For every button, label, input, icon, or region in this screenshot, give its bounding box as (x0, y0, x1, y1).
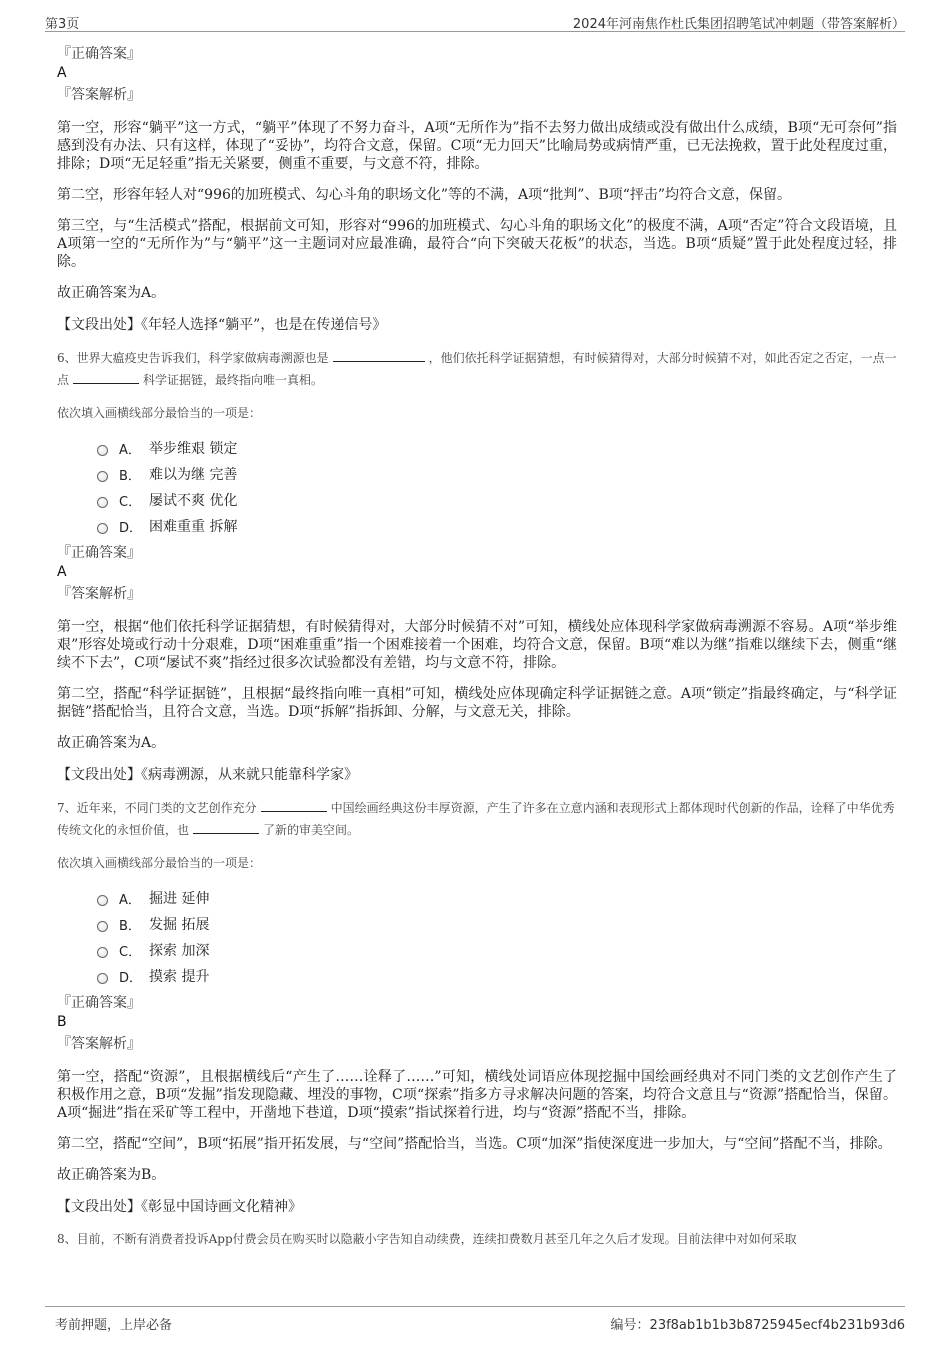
option-a[interactable]: A． 掘进 延伸 (97, 885, 897, 911)
question-5-answer-block (57, 44, 897, 335)
option-c[interactable]: C． 屡试不爽 优化 (97, 487, 897, 513)
radio-button[interactable] (97, 471, 108, 482)
question-stem: 7、近年来，不同门类的文艺创作充分 中国绘画经典这份丰厚资源，产生了许多在立意内涵和表现形式上都体现时代创新的作品，诠释了中华优秀传统文化的永恒价值，也 了新的审美空间。 (57, 797, 897, 841)
analysis-paragraph: 第一空，搭配“资源”，且根据横线后“产生了……诠释了……”可知，横线处词语应体现挖掘中国绘画经典对不同门类的文艺创作产生了积极作用之意，B项“发掘”指发现隐藏、埋没的事物，C项“探索”指多方寻求解决问题的答案，均符合文意且与“资源”搭配恰当，保留。A项“掘进”指在采矿等工程中，开凿地下巷道，D项“摸索”指试探着行进，均与“资源”搭配不当，排除。 (57, 1069, 897, 1121)
question-7 (57, 797, 897, 1217)
page-number: 第3页 (45, 17, 80, 32)
radio-button[interactable] (97, 523, 108, 534)
radio-button[interactable] (97, 973, 108, 984)
option-list (97, 885, 897, 989)
question-6 (57, 347, 897, 785)
analysis-paragraph: 第一空，根据“他们依托科学证据猜想，有时候猜得对，大部分时候猜不对”可知，横线处应体现科学家做病毒溯源不容易。A项“举步维艰”形容处境或行动十分艰难，D项“困难重重”指一个困难接着一个困难，均符合文意，保留。B项“难以为继”指难以继续下去，侧重“继续不下去”，C项“屡试不爽”指经过很多次试验都没有差错，均与文意不符，排除。 (57, 619, 897, 671)
correct-answer-value: A (57, 65, 67, 81)
page-header (45, 10, 905, 32)
document-title: 2024年河南焦作杜氏集团招聘笔试冲刺题（带答案解析） (572, 17, 905, 32)
fill-blank (193, 820, 259, 834)
analysis-paragraph: 第二空，形容年轻人对“996的加班模式、勾心斗角的职场文化”等的不满，A项“批判”、B项“抨击”均符合文意，保留。 (57, 187, 792, 203)
analysis-paragraph: 第一空，形容“躺平”这一方式，“躺平”体现了不努力奋斗，A项“无所作为”指不去努力做出成绩或没有做出什么成绩，B项“无可奈何”指感到没有办法、只有这样，体现了“妥协”，均符合文意，保留。C项“无力回天”比喻局势或病情严重，已无法挽救，置于此处程度过重，排除；D项“无足轻重”指无关紧要，侧重不重要，与文意不符，排除。 (57, 120, 897, 172)
footer-slogan: 考前押题，上岸必备 (55, 1318, 173, 1333)
option-d[interactable]: D． 摸索 提升 (97, 963, 897, 989)
option-b[interactable]: B． 发掘 拓展 (97, 911, 897, 937)
radio-button[interactable] (97, 895, 108, 906)
option-list (97, 435, 897, 539)
option-c[interactable]: C． 探索 加深 (97, 937, 897, 963)
source-citation: 【文段出处】《年轻人选择“躺平”，也是在传递信号》 (57, 317, 387, 333)
page-footer (45, 1306, 905, 1336)
option-d[interactable]: D． 困难重重 拆解 (97, 513, 897, 539)
radio-button[interactable] (97, 921, 108, 932)
fill-blank (73, 370, 139, 384)
analysis-conclusion: 故正确答案为A。 (57, 285, 166, 301)
document-code: 编号：23f8ab1b1b3b8725945ecf4b231b93d6 (610, 1318, 905, 1333)
correct-answer-label: 『正确答案』 (57, 995, 141, 1011)
correct-answer-value: B (57, 1014, 67, 1030)
radio-button[interactable] (97, 445, 108, 456)
analysis-paragraph: 第二空，搭配“科学证据链”，且根据“最终指向唯一真相”可知，横线处应体现确定科学证据链之意。A项“锁定”指最终确定，与“科学证据链”搭配恰当，且符合文意，当选。D项“拆解”指拆卸、分解，与文意无关，排除。 (57, 686, 897, 720)
correct-answer-label: 『正确答案』 (57, 46, 141, 62)
option-a[interactable]: A． 举步维艰 锁定 (97, 435, 897, 461)
option-b[interactable]: B． 难以为继 完善 (97, 461, 897, 487)
analysis-label: 『答案解析』 (57, 586, 141, 602)
question-prompt: 依次填入画横线部分最恰当的一项是： (57, 406, 262, 420)
fill-blank (333, 348, 425, 362)
analysis-label: 『答案解析』 (57, 1036, 141, 1052)
analysis-label: 『答案解析』 (57, 87, 141, 103)
analysis-paragraph: 第二空，搭配“空间”，B项“拓展”指开拓发展，与“空间”搭配恰当，当选。C项“加深”指使深度进一步加大，与“空间”搭配不当，排除。 (57, 1136, 892, 1152)
page-content (57, 44, 897, 1298)
radio-button[interactable] (97, 947, 108, 958)
question-prompt: 依次填入画横线部分最恰当的一项是： (57, 856, 262, 870)
fill-blank (261, 798, 327, 812)
analysis-conclusion: 故正确答案为A。 (57, 735, 166, 751)
analysis-conclusion: 故正确答案为B。 (57, 1167, 166, 1183)
radio-button[interactable] (97, 497, 108, 508)
correct-answer-label: 『正确答案』 (57, 545, 141, 561)
source-citation: 【文段出处】《病毒溯源，从来就只能靠科学家》 (57, 767, 358, 783)
source-citation: 【文段出处】《彰显中国诗画文化精神》 (57, 1199, 302, 1215)
question-8-stem: 8、目前，不断有消费者投诉App付费会员在购买时以隐蔽小字告知自动续费，连续扣费数月甚至几年之久后才发现。目前法律中对如何采取 (57, 1232, 797, 1246)
correct-answer-value: A (57, 564, 67, 580)
question-stem: 6、世界大瘟疫史告诉我们，科学家做病毒溯源也是 ，他们依托科学证据猜想，有时候猜得对，大部分时候猜不对，如此否定之否定，一点一点 科学证据链，最终指向唯一真相。 (57, 347, 897, 391)
analysis-paragraph: 第三空，与“生活模式”搭配，根据前文可知，形容对“996的加班模式、勾心斗角的职场文化”的极度不满，A项“否定”符合文段语境，且A项第一空的“无所作为”与“躺平”这一主题词对应最准确，最符合“向下突破天花板”的状态，当选。B项“质疑”置于此处程度过轻，排除。 (57, 218, 897, 270)
